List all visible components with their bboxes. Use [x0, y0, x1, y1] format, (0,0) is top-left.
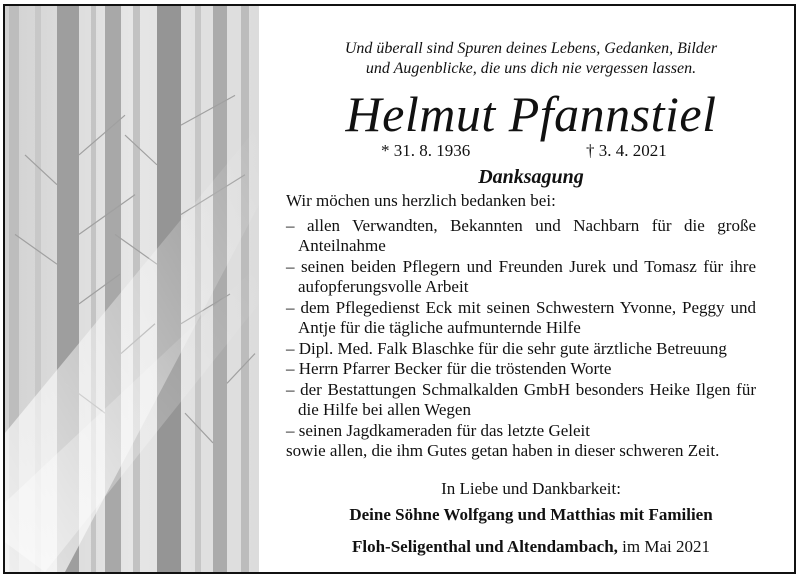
thanks-item: – dem Pflegedienst Eck mit seinen Schwestern Yvonne, Peggy und Antje für die tägliche aufmunternde Hilfe — [286, 297, 756, 337]
notice-date: im Mai 2021 — [622, 537, 710, 556]
thanks-item: – seinen beiden Pflegern und Freunden Jurek und Tomasz für ihre aufopferungsvolle Arbeit — [286, 256, 756, 296]
death-date: † 3. 4. 2021 — [586, 141, 667, 160]
deceased-name: Helmut Pfannstiel — [345, 86, 717, 142]
thanks-item: – Dipl. Med. Falk Blaschke für die sehr gute ärztliche Betreuung — [286, 338, 727, 358]
verse-line: und Augenblicke, die uns dich nie vergessen lassen. — [365, 60, 697, 77]
place-names: Floh-Seligenthal und Altendambach, — [351, 537, 618, 556]
thanks-closing: sowie allen, die ihm Gutes getan haben in dieser schweren Zeit. — [286, 441, 720, 460]
memorial-verse — [281, 39, 781, 79]
place-date-line — [281, 536, 781, 558]
thanks-text — [286, 191, 756, 462]
thanks-item: – allen Verwandten, Bekannten und Nachbarn für die große Anteilnahme — [286, 215, 756, 255]
thanks-item: – seinen Jagdkameraden für das letzte Geleit — [286, 420, 590, 440]
notice-heading: Danksagung — [478, 166, 584, 188]
thanks-item: – Herrn Pfarrer Becker für die tröstenden Worte — [286, 359, 612, 378]
regards-line: In Liebe und Dankbarkeit: — [441, 479, 621, 498]
thanks-item: – der Bestattungen Schmalkalden GmbH besonders Heike Ilgen für die Hilfe bei allen Wegen — [286, 379, 756, 419]
obituary-notice — [3, 4, 796, 574]
signature: Deine Söhne Wolfgang und Matthias mit Familien — [349, 505, 713, 524]
birth-date: * 31. 8. 1936 — [381, 141, 471, 160]
forest-image — [5, 6, 259, 572]
thanks-list — [286, 216, 756, 442]
verse-line: Und überall sind Spuren deines Lebens, Gedanken, Bilder — [344, 40, 718, 57]
thanks-intro: Wir möchen uns herzlich bedanken bei: — [286, 191, 556, 210]
